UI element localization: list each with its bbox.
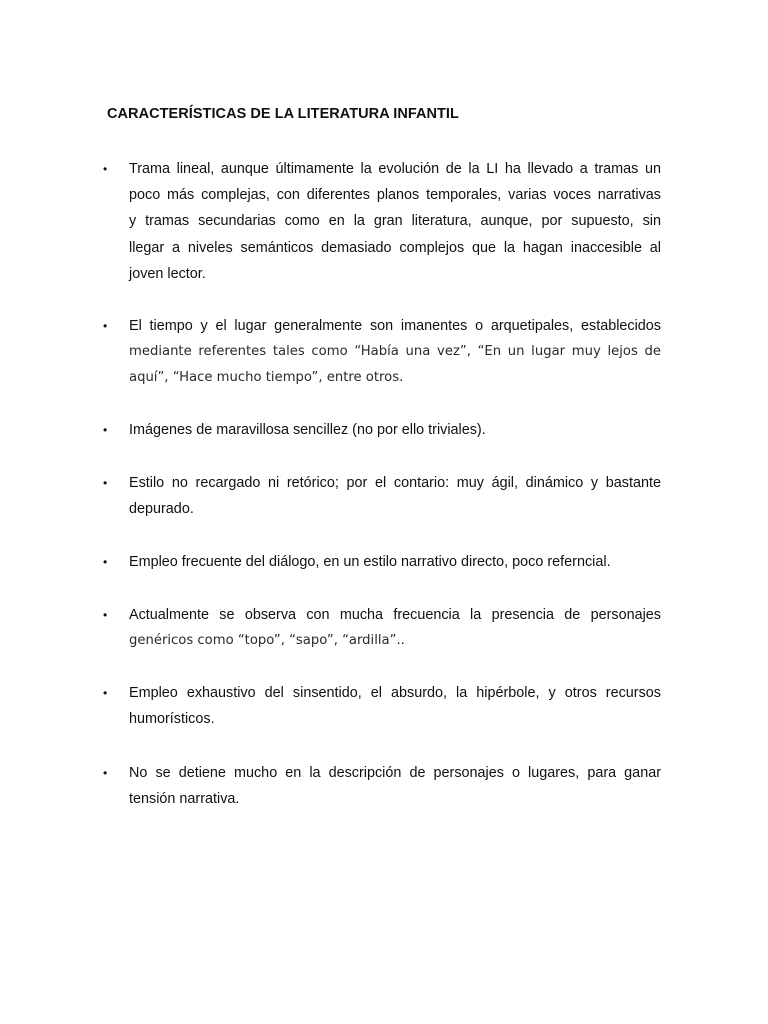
list-item-text (129, 417, 661, 443)
bullet-icon: • (103, 162, 108, 176)
text-line: Empleo exhaustivo del sinsentido, el absurdo, la hipérbole, y otros recursos (129, 685, 661, 701)
bullet-icon: • (103, 476, 108, 490)
list-item-text (129, 680, 661, 732)
list-item-text (129, 549, 661, 575)
text-line: genéricos como “topo”, “sapo”, “ardilla”.. (129, 633, 405, 649)
text-line: llegar a niveles semánticos demasiado complejos que la hagan inaccesible al (129, 239, 661, 256)
bullet-icon: • (103, 766, 108, 780)
list-item-text (129, 760, 661, 812)
text-line: Trama lineal, aunque últimamente la evolución de la LI ha llevado a tramas un (129, 161, 661, 177)
text-line: Empleo frecuente del diálogo, en un estilo narrativo directo, poco referncial. (129, 554, 611, 570)
text-line: tensión narrativa. (129, 791, 240, 808)
list-item-text (129, 602, 661, 654)
text-line: poco más complejas, con diferentes planos temporales, varias voces narrativas (129, 187, 661, 204)
page-title: CARACTERÍSTICAS DE LA LITERATURA INFANTIL (107, 106, 459, 122)
list-item-text (129, 156, 661, 287)
text-line: aquí”, “Hace mucho tiempo”, entre otros. (129, 370, 404, 386)
bullet-icon: • (103, 319, 108, 333)
list-item-text (129, 313, 661, 392)
text-line: No se detiene mucho en la descripción de personajes o lugares, para ganar (129, 765, 661, 781)
bullet-icon: • (103, 686, 108, 700)
text-line: El tiempo y el lugar generalmente son imanentes o arquetipales, establecidos (129, 318, 661, 334)
bullet-icon: • (103, 608, 108, 622)
bullet-icon: • (103, 555, 108, 569)
text-line: humorísticos. (129, 711, 215, 728)
text-line: Actualmente se observa con mucha frecuencia la presencia de personajes (129, 607, 661, 623)
list-item-text (129, 470, 661, 522)
text-line: depurado. (129, 501, 194, 518)
text-line: y tramas secundarias como en la gran literatura, aunque, por supuesto, sin (129, 213, 661, 230)
text-line: mediante referentes tales como “Había una vez”, “En un lugar muy lejos de (129, 344, 661, 360)
text-line: Estilo no recargado ni retórico; por el contario: muy ágil, dinámico y bastante (129, 475, 661, 491)
text-line: Imágenes de maravillosa sencillez (no por ello triviales). (129, 422, 486, 438)
text-line: joven lector. (129, 265, 206, 282)
bullet-icon: • (103, 423, 108, 437)
